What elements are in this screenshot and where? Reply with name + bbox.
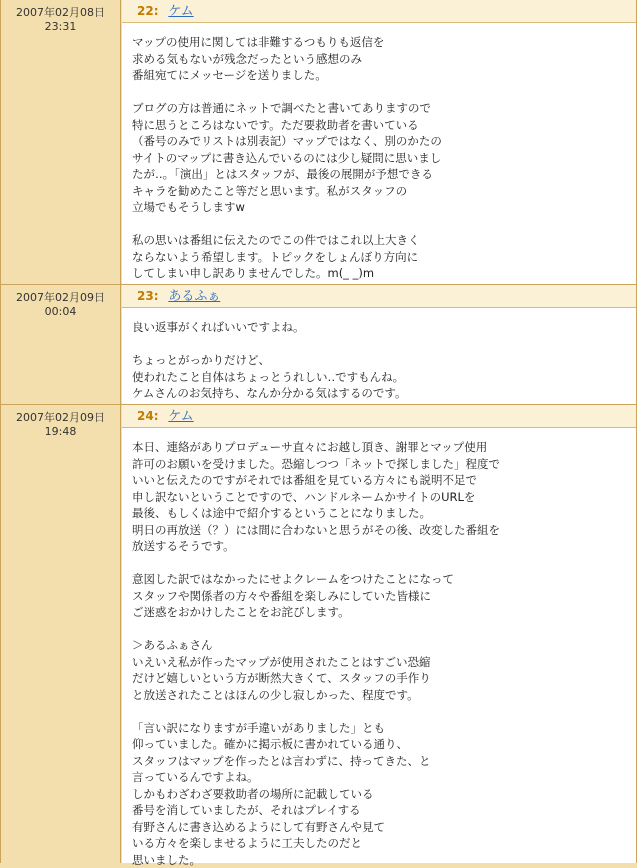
post-date: 2007年02月09日 [16, 291, 105, 304]
author-link[interactable]: ケム [168, 409, 194, 424]
post-time: 23:31 [44, 20, 77, 33]
post-header [122, 0, 636, 23]
post-content [122, 0, 636, 284]
author-link[interactable]: ケム [168, 4, 194, 19]
post-date: 2007年02月09日 [16, 411, 105, 424]
post-time: 00:04 [44, 305, 77, 318]
post-date: 2007年02月08日 [16, 6, 105, 19]
post-number: 23: [137, 289, 159, 303]
post-date-column [1, 405, 121, 863]
post-content [122, 285, 636, 404]
post-date-column [1, 0, 121, 284]
post-23 [1, 284, 636, 404]
post-number: 22: [137, 4, 159, 18]
post-body: 本日、連絡がありプロデューサ直々にお越し頂き、謝罪とマップ使用 許可のお願いを受けました。恐縮しつつ「ネットで探しました」程度で いいと伝えたのですがそれでは番組を見ている方々にも説明不足で 申し訳ないということですので、ハンドルネームかサイトのURLを 最後、もしくは途中で紹介するということになりました。 明日の再放送（？）には間に合わないと思うがその後、改変した番組を 放送するそうです。 意図した訳ではなかったにせよクレームをつけたことになって スタッフや関係者の方々や番組を楽しみにしていた皆様に ご迷惑をおかけしたことをお詫びします。 ＞あるふぁさん いえいえ私が作ったマップが使用されたことはすごい恐縮 だけど嬉しいという方が断然大きくて、スタッフの手作り と放送されたことはほんの少し寂しかった、程度です。 「言い訳になりますが手違いがありました」とも 仰っていました。確かに掲示板に書かれている通り、 スタッフはマップを作ったとは言わずに、持ってきた、と 言っているんですよね。 しかもわざわざ要救助者の場所に記載している 番号を消していましたが、それはプレイする 有野さんに書き込めるようにして有野さんや見て いる方々を楽しませるように工夫したのだと 思いました。 [122, 428, 636, 863]
post-header [122, 285, 636, 308]
post-body: 良い返事がくればいいですよね。 ちょっとがっかりだけど、 使われたこと自体はちょっとうれしい‥ですもんね。 ケムさんのお気持ち、なんか分かる気はするのです。 [122, 308, 636, 404]
post-content [122, 405, 636, 867]
post-number: 24: [137, 409, 159, 423]
post-time: 19:48 [44, 425, 77, 438]
post-body: マップの使用に関しては非難するつもりも返信を 求める気もないが残念だったという感想のみ 番組宛てにメッセージを送りました。 ブログの方は普通にネットで調べたと書いてありますので 特に思うところはないです。ただ要救助者を書いている （番号のみでリストは別表記）マップではなく、別のかたの サイトのマップに書き込んでいるのには少し疑問に思いまし たが‥。「演出」とはスタッフが、最後の展開が予想できる キャラを勧めたこと等だと思います。私がスタッフの 立場でもそうしますw 私の思いは番組に伝えたのでこの件ではこれ以上大きく ならないよう希望します。トピックをしょんぼり方向に してしまい申し訳ありませんでした。m(_ _)m [122, 23, 636, 284]
author-link[interactable]: あるふぁ [168, 289, 221, 304]
post-24 [1, 404, 636, 867]
post-22 [1, 0, 636, 284]
post-date-column [1, 285, 121, 404]
post-header [122, 405, 636, 428]
